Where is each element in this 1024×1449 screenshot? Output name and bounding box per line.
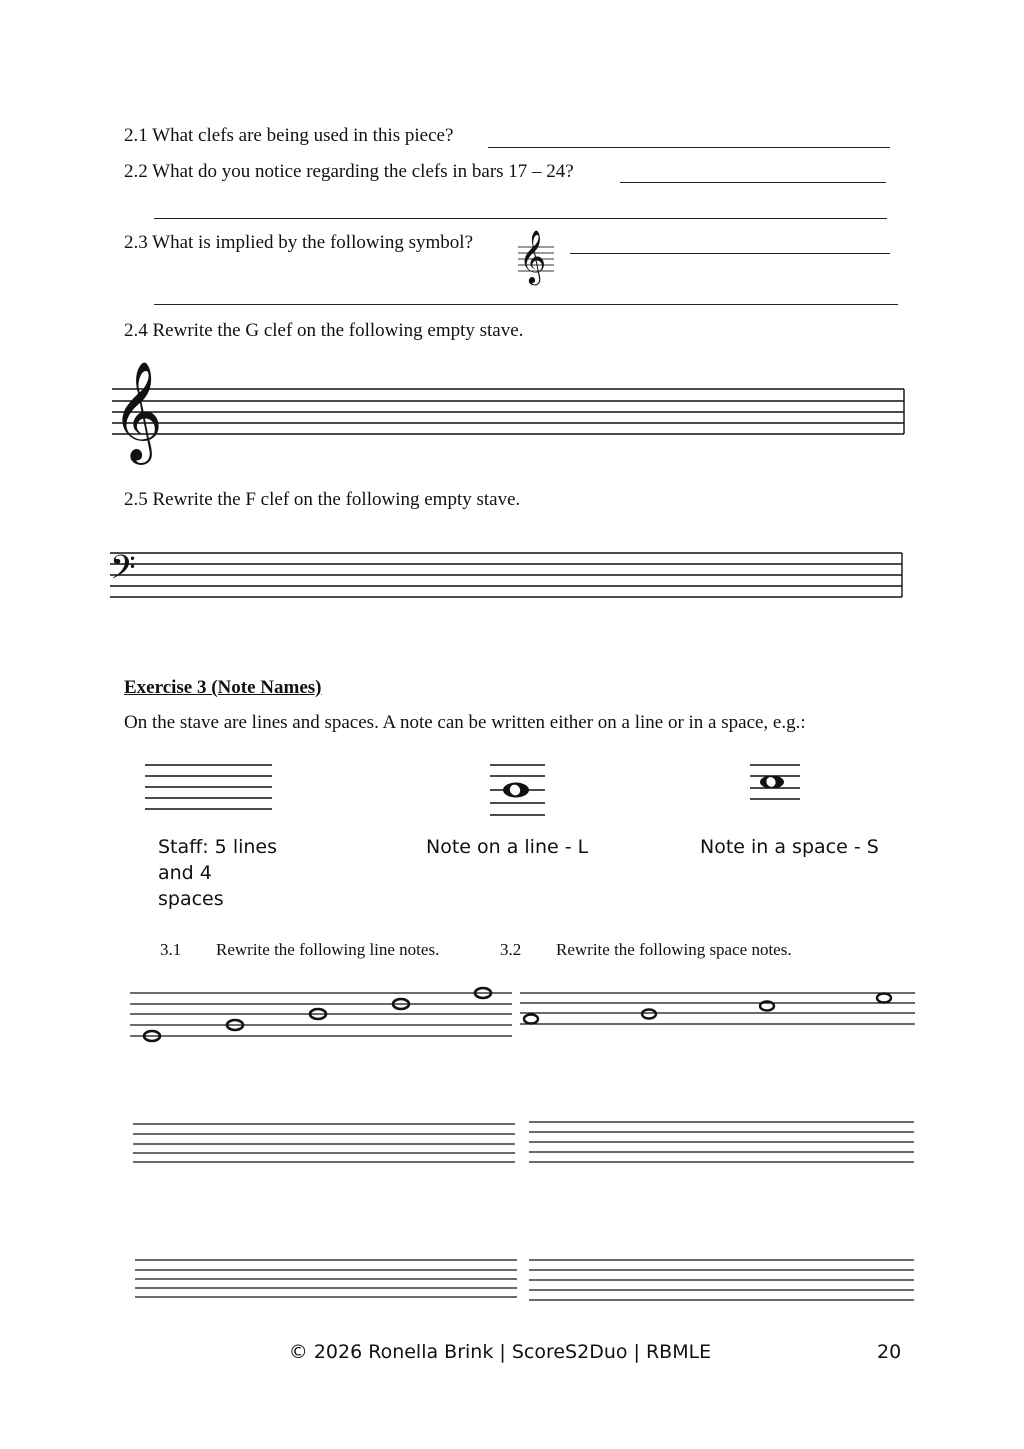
answer-line[interactable] — [570, 253, 890, 254]
whole-note-icon — [760, 775, 784, 788]
treble-clef-icon: 𝄞 — [519, 229, 547, 283]
bass-clef-icon: 𝄢 — [110, 549, 136, 595]
caption-staff: Staff: 5 lines and 4 spaces — [158, 836, 278, 910]
answer-line[interactable] — [154, 218, 887, 219]
question-2-1: 2.1 What clefs are being used in this piece? — [124, 125, 454, 146]
example-staff — [145, 760, 275, 816]
bass-stave[interactable] — [110, 545, 910, 605]
whole-note-icon — [503, 783, 529, 798]
treble-clef-icon: 𝄞 — [112, 361, 163, 461]
whole-note-icon — [877, 994, 891, 1003]
subquestion-number: 3.1 — [160, 940, 182, 959]
answer-line[interactable] — [488, 147, 890, 148]
exercise-heading: Exercise 3 (Note Names) — [124, 677, 322, 698]
whole-note-icon — [524, 1015, 538, 1024]
question-2-3: 2.3 What is implied by the following symbol? — [124, 232, 474, 253]
empty-stave[interactable] — [134, 1256, 520, 1302]
answer-line[interactable] — [620, 182, 886, 183]
exercise-intro: On the stave are lines and spaces. A note can be written either on a line or in a space, e.g.: — [124, 712, 806, 733]
caption-space-note: Note in a space - S — [700, 836, 879, 858]
empty-stave[interactable] — [528, 1118, 918, 1166]
empty-stave[interactable] — [528, 1256, 918, 1304]
empty-stave[interactable] — [132, 1120, 518, 1166]
footer-text: © 2026 Ronella Brink | ScoreS2Duo | RBMLE — [288, 1341, 712, 1363]
example-line-note — [488, 760, 548, 816]
answer-line[interactable] — [154, 304, 898, 305]
question-2-5: 2.5 Rewrite the F clef on the following empty stave. — [124, 489, 521, 510]
treble-stave[interactable] — [112, 360, 912, 460]
treble-clef-symbol — [516, 228, 562, 284]
whole-note-icon — [642, 1010, 656, 1019]
question-2-2: 2.2 What do you notice regarding the clefs in bars 17 – 24? — [124, 161, 574, 182]
subquestion-number: 3.2 — [500, 940, 522, 959]
example-space-note — [748, 760, 804, 806]
subquestion-text: Rewrite the following line notes. — [216, 940, 440, 959]
caption-line-note: Note on a line - L — [426, 836, 589, 858]
space-notes-staff — [518, 982, 918, 1042]
subquestion-text: Rewrite the following space notes. — [556, 940, 792, 959]
page-number: 20 — [877, 1341, 902, 1363]
line-notes-staff — [128, 982, 518, 1052]
question-2-4: 2.4 Rewrite the G clef on the following empty stave. — [124, 320, 524, 341]
